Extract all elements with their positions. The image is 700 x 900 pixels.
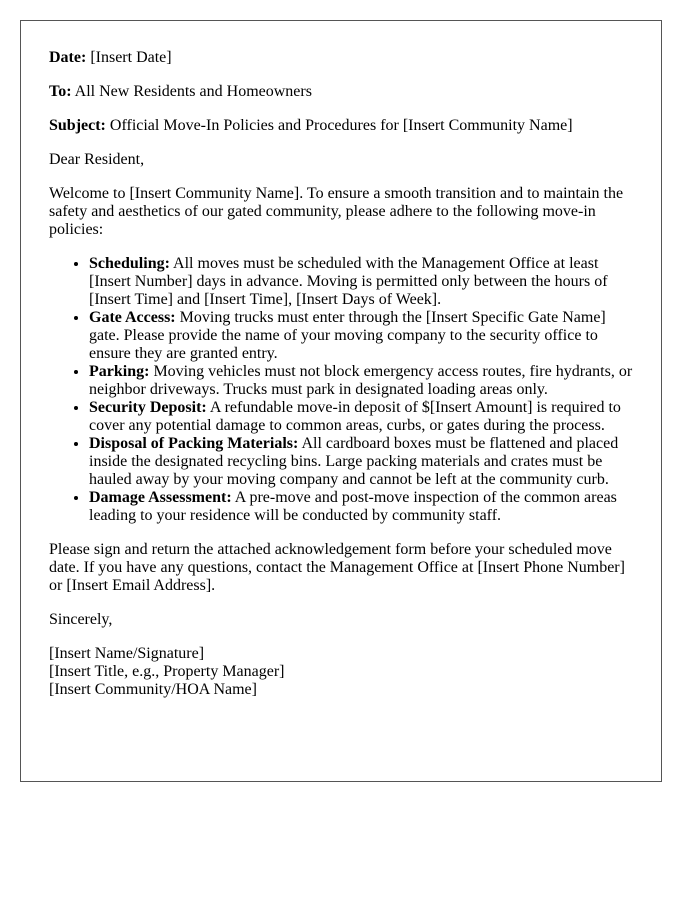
intro-paragraph: Welcome to [Insert Community Name]. To ensure a smooth transition and to maintain the safety and aesthetics of our gated community, please adhere to the following move-in policies: — [49, 185, 624, 238]
subject-line: Subject: Official Move-In Policies and Procedures for [Insert Community Name] — [49, 117, 573, 134]
policy-item: • Gate Access: Moving trucks must enter through the [Insert Specific Gate Name] gate. Please provide the name of your moving company to the security office to ensure they are granted entry. — [89, 309, 633, 363]
policy-item: • Damage Assessment: A pre-move and post-move inspection of the common areas leading to your residence will be conducted by community staff. — [89, 489, 633, 525]
salutation: Dear Resident, — [49, 151, 145, 168]
signature-title: [Insert Title, e.g., Property Manager] — [49, 663, 285, 680]
policy-item: • Scheduling: All moves must be scheduled with the Management Office at least [Insert Number] days in advance. Moving is permitted only between the hours of [Insert Time] and [Insert Time], [Insert Days of Week]. — [89, 255, 633, 309]
signoff: Sincerely, — [49, 611, 113, 628]
closing-paragraph: Please sign and return the attached acknowledgement form before your scheduled move date. If you have any questions, contact the Management Office at [Insert Phone Number] or [Insert Email Address]. — [49, 541, 625, 594]
policy-item: • Security Deposit: A refundable move-in deposit of $[Insert Amount] is required to cover any potential damage to common areas, curbs, or gates during the process. — [89, 399, 633, 435]
policy-item: • Disposal of Packing Materials: All cardboard boxes must be flattened and placed inside the designated recycling bins. Large packing materials and crates must be hauled away by your moving company and cannot be left at the community curb. — [89, 435, 633, 489]
date-line: Date: [Insert Date] — [49, 49, 172, 66]
signature-block — [49, 645, 633, 699]
signature-name: [Insert Name/Signature] — [49, 645, 205, 662]
to-line: To: All New Residents and Homeowners — [49, 83, 312, 100]
signature-organization: [Insert Community/HOA Name] — [49, 681, 257, 698]
policy-item: • Parking: Moving vehicles must not block emergency access routes, fire hydrants, or neighbor driveways. Trucks must park in designated loading areas only. — [89, 363, 633, 399]
policy-list — [49, 255, 633, 525]
letter-page — [20, 20, 662, 782]
